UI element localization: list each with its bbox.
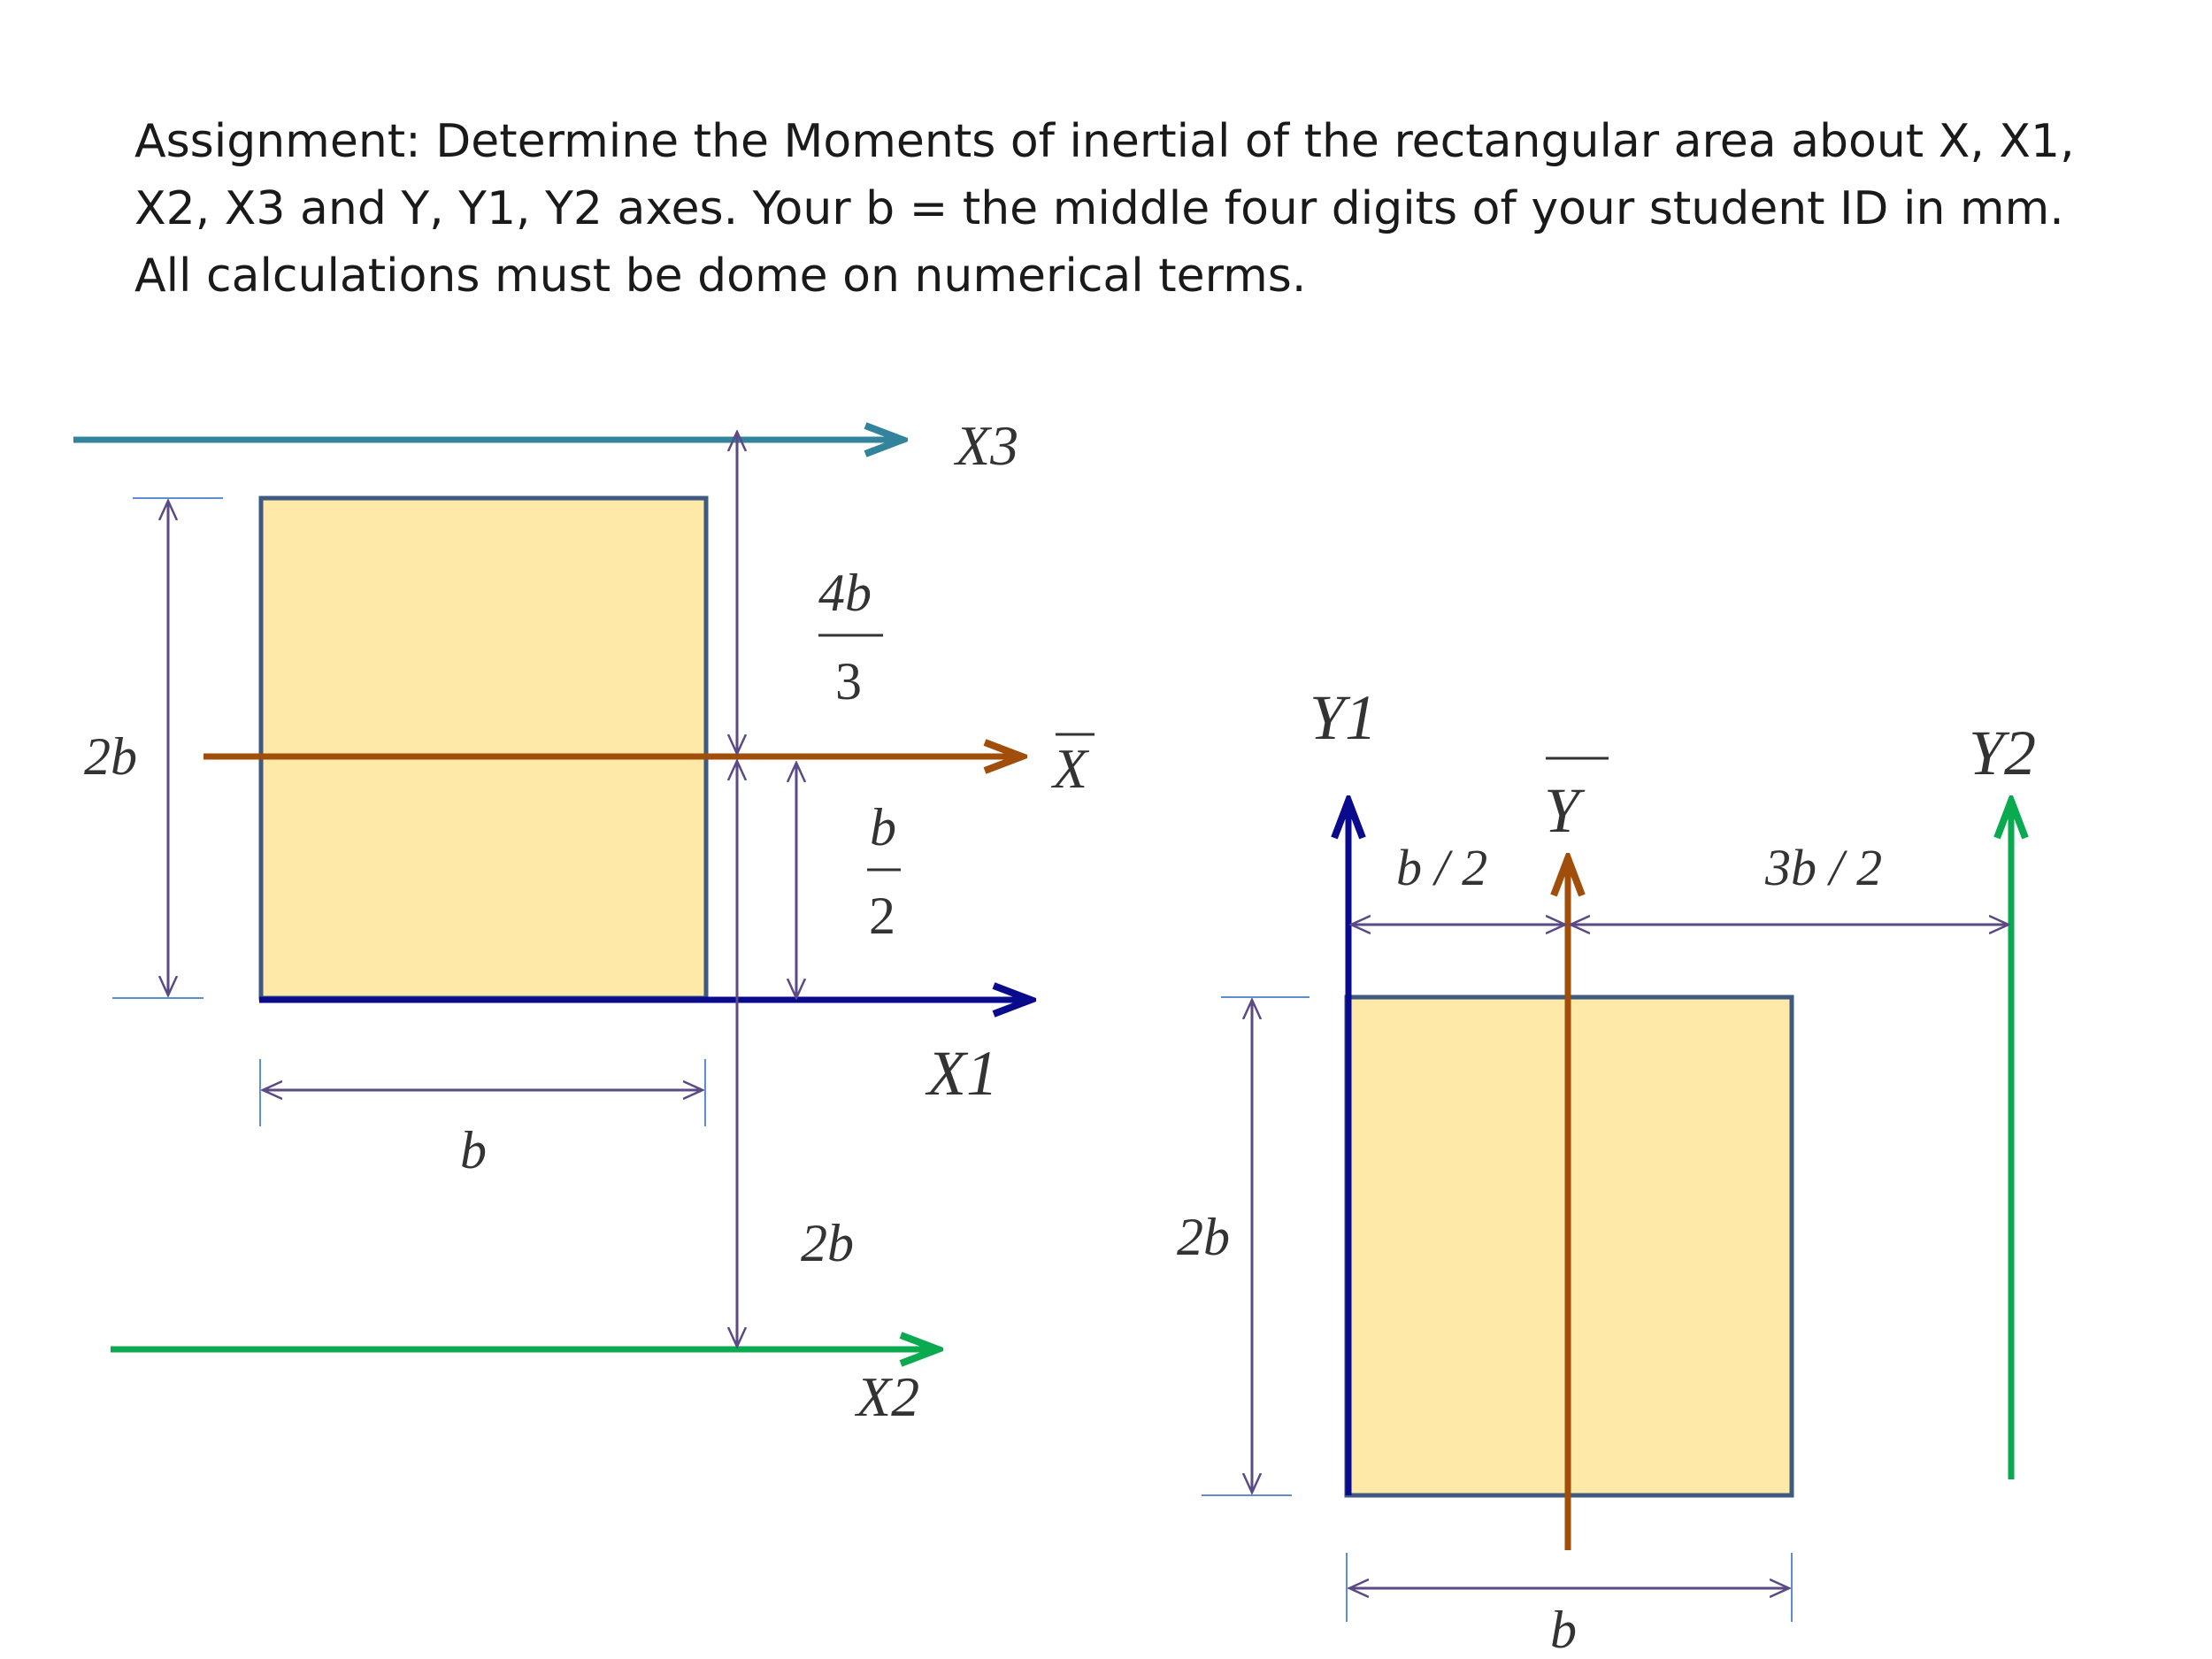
y2-axis-label: Y2	[1969, 718, 2037, 788]
dim-b2-denominator: 2	[869, 887, 895, 945]
dim-3b-half-label: 3b / 2	[1765, 839, 1883, 896]
ybar-axis-label: Y	[1544, 775, 1580, 846]
left-rectangle	[261, 498, 706, 998]
dim-2b-label: 2b	[801, 1214, 854, 1272]
dim-b2-numerator: b	[870, 798, 896, 856]
x2-axis-label: X2	[856, 1365, 920, 1428]
left-figure	[73, 414, 1094, 1428]
width-dimension-label: b	[460, 1121, 487, 1179]
x1-axis-label: X1	[927, 1038, 998, 1109]
dim-b-half-label: b / 2	[1396, 839, 1488, 896]
dim-4b3-numerator: 4b	[818, 564, 872, 622]
right-figure	[1177, 682, 2036, 1659]
x3-axis-label: X3	[956, 414, 1019, 477]
right-height-dimension-label: 2b	[1177, 1208, 1230, 1266]
dim-4b3-denominator: 3	[835, 652, 862, 710]
y1-axis-label: Y1	[1310, 682, 1378, 753]
assignment-text: Assignment: Determine the Moments of inertial of the rectangular area about X, X1, X2, X3 and Y, Y1, Y2 axes. Your b = the middle four digits of your student ID in mm. All calculations must be dome on numerical terms.	[134, 115, 2075, 303]
xbar-axis-label: X	[1053, 737, 1088, 800]
height-dimension-label: 2b	[84, 727, 137, 786]
right-width-dimension-label: b	[1550, 1601, 1577, 1659]
